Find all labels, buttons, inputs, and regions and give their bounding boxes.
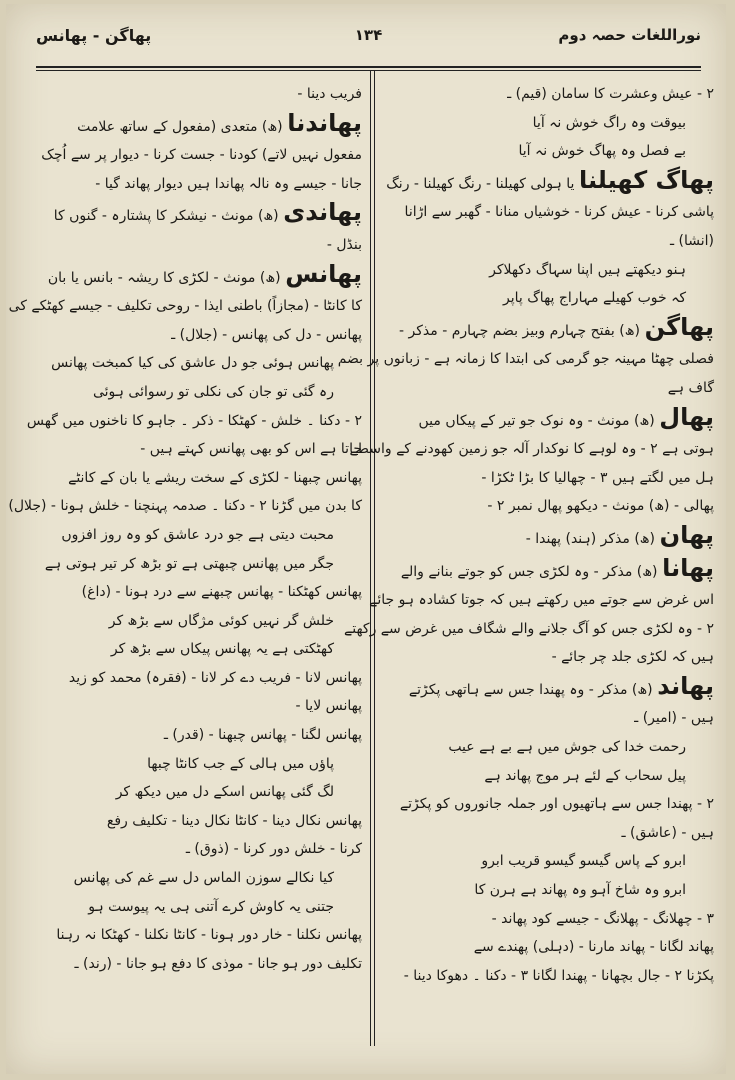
left-text-line: [36, 835, 362, 864]
entry-text: فریب دینا -: [297, 86, 362, 102]
entry-text: خلش گر نہیں کوئی مژگاں سے بڑھ کر: [108, 612, 334, 629]
right-text-line: [384, 464, 714, 493]
right-verse-line: [384, 137, 714, 166]
page-header: [36, 26, 701, 56]
entry-text: جاتا ہے اس کو بھی پھانس کہتے ہیں -: [140, 441, 362, 458]
entry-text: پھانس نکال دینا - کانٹا نکال دینا - تکلیف رفع: [106, 812, 362, 829]
entry-text: ۲ - دکنا ۔ خلش - کھٹکا - ذکر ۔ جاہو کا ناخنوں میں گھس: [26, 412, 362, 429]
entry-text: کا کانٹا - (مجازاً) باطنی ایذا - روحی تکلیف - جیسے کھٹکے کی: [8, 298, 362, 315]
left-text-line: [36, 950, 362, 979]
entry-text: (ھ) مونث - نیشکر کا پشتارہ - گنوں کا: [53, 208, 279, 225]
right-text-line: [384, 166, 714, 199]
right-verse-line: [384, 284, 714, 313]
right-text-line: [369, 586, 714, 615]
entry-text: ابرو کے پاس گیسو گیسو قریب ابرو: [481, 853, 686, 870]
right-text-line: [344, 615, 714, 644]
left-text-line: [36, 260, 362, 293]
left-verse-line: [36, 893, 362, 922]
left-text-line: [36, 664, 362, 693]
entry-text: کیا نکالے سوزن الماس دل سے غم کی پھانس: [73, 870, 334, 887]
left-verse-line: [36, 349, 362, 378]
entry-text: ۲ - عیش وعشرت کا سامان (قیم) ـ: [507, 86, 714, 102]
left-text-line: [36, 578, 362, 607]
entry-text: مفعول نہیں لاتے) کودنا - جست کرنا - دیوار پر سے اُچک: [41, 147, 362, 164]
right-text-line: [384, 704, 714, 733]
left-text-line: [36, 141, 362, 170]
right-verse-line: [384, 733, 714, 762]
headword: پھاندنا: [287, 108, 362, 137]
dictionary-page: [6, 4, 726, 1074]
left-text-line: [36, 198, 362, 231]
entry-text: پھانس لایا -: [295, 698, 362, 715]
entry-text: پھانس لانا - فریب دے کر لانا - (فقرہ) محمد کو زید: [68, 669, 362, 686]
entry-text: (ھ) بفتح چہارم وبیز بضم چہارم - مذکر -: [399, 322, 640, 339]
entry-text: (ھ) مذکر - وہ پھندا جس سے ہاتھی پکڑتے: [408, 681, 653, 698]
left-verse-line: [36, 778, 362, 807]
right-verse-line: [384, 256, 714, 285]
left-text-line: [26, 407, 362, 436]
column-divider: [370, 70, 371, 1046]
left-text-line: [36, 321, 362, 350]
left-text-line: [36, 80, 362, 109]
entry-text: (ھ) مونث - لکڑی کا ریشہ - بانس یا بان: [47, 269, 281, 286]
entry-text: ہوتی ہے ۲ - وہ لوہے کا نوکدار آلہ جو زمین کھودنے کے واسطے: [349, 441, 714, 458]
headword: پھان: [659, 520, 714, 549]
entry-text: ۳ - چھلانگ - پھلانگ - جیسے کود پھاند -: [491, 910, 714, 927]
entry-text: ہیں کہ لکڑی جلد چر جائے -: [551, 649, 714, 666]
entry-text: ۲ - پھندا جس سے ہاتھیوں اور جملہ جانوروں کو پکڑتے: [399, 796, 714, 813]
entry-text: تکلیف دور ہو جانا - موذی کا دفع ہو جانا - (رند) ـ: [74, 955, 362, 972]
entry-text: ہیں - (عاشق) ـ: [621, 824, 714, 841]
headword: پھال: [659, 402, 714, 431]
left-text-line: [36, 807, 362, 836]
right-verse-line: [384, 762, 714, 791]
right-text-line: [384, 554, 714, 587]
entry-text: کا بدن میں گڑنا ۲ - دکنا ۔ صدمہ پہنچنا - خلش ہونا - (جلال): [8, 498, 362, 515]
right-verse-line: [384, 847, 714, 876]
header-rule: [36, 66, 701, 68]
left-verse-line: [36, 378, 362, 407]
entry-text: پھالی - (ھ) مونث - دیکھو پھال نمبر ۲ -: [487, 498, 714, 515]
right-text-line: [349, 435, 714, 464]
entry-text: بے فصل وہ پھاگ خوش نہ آیا: [518, 143, 686, 160]
right-verse-line: [384, 876, 714, 905]
entry-text: پھانس ہوئی جو دل عاشق کی کیا کمبخت پھانس: [51, 355, 334, 372]
right-text-line: [384, 672, 714, 705]
right-text-line: [384, 227, 714, 256]
left-text-line: [8, 292, 362, 321]
column-divider-double: [374, 70, 375, 1046]
entry-text: پھانس چبھنا - لکڑی کے سخت ریشے یا بان کے کانٹے: [68, 469, 362, 486]
right-text-line: [384, 492, 714, 521]
headword: پھاگن: [644, 312, 714, 341]
entry-text: پاشی کرنا - عیش کرنا - خوشیاں منانا - گھبر سے اڑانا: [404, 204, 714, 221]
right-text-line: [384, 198, 714, 227]
headword: پھاند: [657, 671, 714, 700]
entry-text: کہ خوب کھیلے مہاراج پھاگ پاپر: [503, 290, 686, 307]
entry-text: رہ گئی تو جان کی نکلی تو رسوائی ہوئی: [92, 383, 334, 400]
headword: پھانا: [662, 553, 714, 582]
right-text-line: [384, 819, 714, 848]
right-text-line: [384, 521, 714, 554]
entry-text: اس غرض سے جوتے میں رکھتے ہیں کہ جوتا کشادہ ہو جائے: [369, 592, 714, 609]
entry-text: پاؤں میں ہالی کے جب کانٹا چبھا: [147, 755, 334, 772]
entry-text: کھٹکتی ہے یہ پھانس پیکاں سے بڑھ کر: [110, 641, 334, 658]
left-text-line: [36, 170, 362, 199]
right-text-line: [384, 790, 714, 819]
left-text-line: [8, 492, 362, 521]
page-number: ۱۳۴: [354, 26, 383, 44]
right-text-line: [384, 962, 714, 991]
entry-text: ۲ - وہ لکڑی جس کو آگ جلانے والے شگاف میں غرض سے رکھتے: [344, 620, 714, 637]
entry-text: بیوقت وہ راگ خوش نہ آیا: [532, 114, 686, 131]
entry-text: لگ گئی پھانس اسکے دل میں دیکھ کر: [115, 784, 334, 801]
left-column: [8, 80, 362, 1040]
entry-text: پھانس لگنا - پھانس چبھنا - (قدر) ـ: [163, 727, 362, 744]
entry-text: (ھ) مذکر (ہند) پھندا -: [525, 530, 656, 547]
entry-text: ابرو وہ شاخ آہو وہ پھاند ہے ہرن کا: [474, 882, 686, 899]
left-text-line: [36, 231, 362, 260]
headword: پھانس: [285, 259, 362, 288]
left-verse-line: [36, 521, 362, 550]
headword: پھاگ کھیلنا: [579, 165, 714, 194]
entry-text: (ھ) مونث - وہ نوک جو تیر کے پیکاں میں: [418, 412, 655, 429]
entry-text: بنڈل -: [326, 236, 362, 253]
left-text-line: [36, 435, 362, 464]
entry-text: جتنی یہ کاوش کرے آتنی ہی یہ پیوست ہو: [88, 898, 334, 915]
left-verse-line: [36, 607, 362, 636]
entry-text: رحمت خدا کی جوش میں ہے بے ہے عیب: [448, 739, 686, 756]
entry-text: (انشا) ـ: [669, 232, 714, 249]
entry-text: جگر میں پھانس چبھتی ہے تو بڑھ کر تیر ہوتی ہے: [44, 555, 334, 572]
entry-text: پھانس نکلنا - خار دور ہونا - کانٹا نکلنا - کھٹکا نہ رہنا: [56, 927, 362, 944]
entry-text: (ھ) مذکر - وہ لکڑی جس کو جوتے بنانے والے: [400, 563, 658, 580]
entry-text: پکڑنا ۲ - جال بچھانا - پھندا لگانا ۳ - دکنا ۔ دھوکا دینا -: [403, 967, 714, 984]
entry-text: جانا - جیسے وہ نالہ پھاندا ہیں دیوار پھاند گیا -: [95, 175, 362, 192]
right-text-line: [384, 643, 714, 672]
entry-text: ہنو دیکھتے ہیں اپنا سہاگ دکھلاکر: [489, 261, 686, 278]
right-text-line: [384, 933, 714, 962]
entry-text: ہیں - (امیر) ـ: [634, 710, 714, 727]
right-text-line: [337, 345, 714, 374]
left-verse-line: [36, 750, 362, 779]
headword: پھاندی: [283, 198, 362, 227]
left-text-line: [36, 109, 362, 142]
right-text-line: [384, 374, 714, 403]
entry-text: گاف ہے: [667, 379, 714, 396]
entry-text: کرنا - خلش دور کرنا - (ذوق) ـ: [185, 841, 362, 858]
entry-text: پھاند لگانا - پھاند مارنا - (دہلی) پھندے سے: [473, 939, 714, 956]
entry-text: پیل سحاب کے لئے ہر موج پھاند ہے: [484, 767, 686, 784]
left-verse-line: [36, 635, 362, 664]
left-text-line: [36, 721, 362, 750]
entry-text: ہل میں لگتے ہیں ۳ - چھالیا کا بڑا ٹکڑا -: [481, 469, 714, 486]
right-text-line: [384, 313, 714, 346]
right-text-line: [384, 905, 714, 934]
book-title: نوراللغات حصہ دوم: [558, 26, 701, 44]
page-range-guide: پھاگن - پھانس: [36, 26, 152, 45]
left-text-line: [36, 692, 362, 721]
entry-text: پھانس - دل کی پھانس - (جلال) ـ: [171, 326, 362, 343]
entry-text: (ھ) متعدی (مفعول کے ساتھ علامت: [77, 118, 283, 135]
entry-text: فصلی چھٹا مہینہ جو گرمی کی ابتدا کا زمانہ ہے - زبانوں پر بضم: [337, 351, 714, 368]
left-text-line: [36, 464, 362, 493]
right-text-line: [384, 80, 714, 109]
entry-text: یا ہولی کھیلنا - رنگ کھیلنا - رنگ: [386, 175, 575, 192]
left-verse-line: [36, 550, 362, 579]
left-verse-line: [36, 864, 362, 893]
right-verse-line: [384, 109, 714, 138]
header-rule-thin: [36, 70, 701, 71]
entry-text: محبت دیتی ہے جو درد عاشق کو وہ روز افزوں: [61, 526, 334, 543]
right-text-line: [384, 403, 714, 436]
left-text-line: [36, 921, 362, 950]
entry-text: پھانس کھٹکنا - پھانس چبھنے سے درد ہونا - (داغ): [81, 584, 362, 601]
